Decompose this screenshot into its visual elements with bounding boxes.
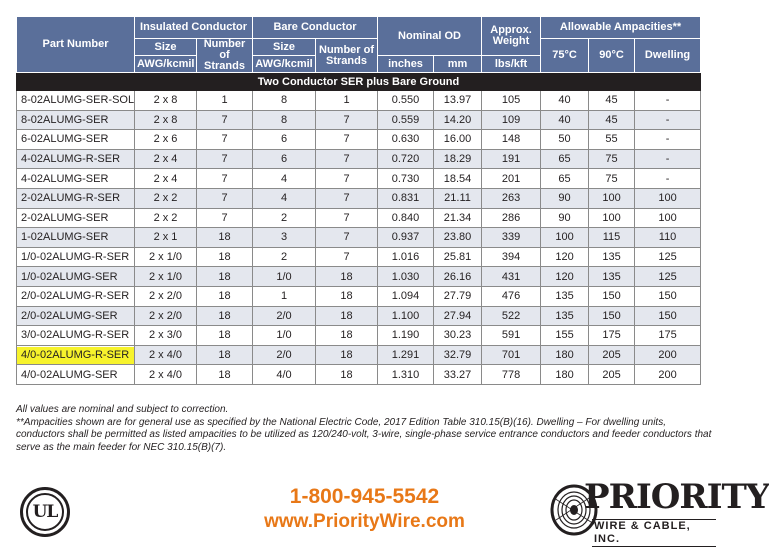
cell-weight: 109	[482, 110, 541, 130]
col-dwelling: Dwelling	[635, 39, 701, 73]
table-row	[17, 91, 701, 111]
table-row	[17, 130, 701, 150]
cell-od-mm: 25.81	[434, 247, 482, 267]
phone-number[interactable]: 1-800-945-5542	[289, 485, 440, 508]
cell-od-inches: 1.291	[378, 345, 434, 365]
cell-bare-strands: 7	[316, 228, 378, 248]
cell-amp-75c: 155	[541, 326, 589, 346]
cell-bare-size: 2	[253, 208, 316, 228]
cell-bare-strands: 18	[316, 365, 378, 385]
col-part-number: Part Number	[17, 17, 135, 73]
cell-amp-75c: 40	[541, 91, 589, 111]
cell-ins-size: 2 x 2/0	[135, 286, 197, 306]
footnotes	[16, 404, 716, 454]
col-nominal-od: Nominal OD	[378, 17, 482, 56]
cell-ins-strands: 7	[197, 169, 253, 189]
cell-amp-90c: 75	[589, 169, 635, 189]
cell-amp-90c: 150	[589, 306, 635, 326]
cell-ins-size: 2 x 4/0	[135, 345, 197, 365]
cell-od-inches: 0.630	[378, 130, 434, 150]
cell-amp-dwelling: 125	[635, 247, 701, 267]
cell-od-inches: 0.937	[378, 228, 434, 248]
col-ins-strands: Number of Strands	[197, 39, 253, 73]
col-insulated-conductor: Insulated Conductor	[135, 17, 253, 39]
cell-amp-dwelling: 150	[635, 306, 701, 326]
cell-od-inches: 1.190	[378, 326, 434, 346]
cell-amp-dwelling: 150	[635, 286, 701, 306]
cell-od-mm: 23.80	[434, 228, 482, 248]
cell-ins-strands: 1	[197, 91, 253, 111]
table-row	[17, 149, 701, 169]
cell-amp-75c: 65	[541, 169, 589, 189]
cell-ins-strands: 18	[197, 247, 253, 267]
cell-part-number: 4-02ALUMG-SER	[17, 169, 135, 189]
cell-od-inches: 1.100	[378, 306, 434, 326]
cell-od-inches: 1.094	[378, 286, 434, 306]
cell-bare-strands: 18	[316, 326, 378, 346]
cell-bare-size: 8	[253, 91, 316, 111]
brand-logo	[546, 476, 769, 546]
cell-ins-size: 2 x 8	[135, 91, 197, 111]
col-bare-conductor: Bare Conductor	[253, 17, 378, 39]
cell-bare-size: 6	[253, 149, 316, 169]
cell-ins-strands: 7	[197, 110, 253, 130]
table-row	[17, 326, 701, 346]
cell-amp-90c: 55	[589, 130, 635, 150]
cell-bare-strands: 18	[316, 267, 378, 287]
cell-part-number: 8-02ALUMG-SER-SOL	[17, 91, 135, 111]
unit-inches: inches	[378, 56, 434, 73]
cell-bare-strands: 7	[316, 149, 378, 169]
cell-part-number: 4-02ALUMG-R-SER	[17, 149, 135, 169]
cell-bare-size: 1	[253, 286, 316, 306]
cell-bare-strands: 7	[316, 188, 378, 208]
cell-od-mm: 16.00	[434, 130, 482, 150]
cell-ins-size: 2 x 4	[135, 169, 197, 189]
cell-weight: 191	[482, 149, 541, 169]
cell-bare-strands: 7	[316, 130, 378, 150]
cell-amp-90c: 115	[589, 228, 635, 248]
cell-amp-75c: 180	[541, 365, 589, 385]
cell-bare-strands: 7	[316, 110, 378, 130]
table-row	[17, 365, 701, 385]
ul-listed-icon	[20, 487, 70, 537]
section-title: Two Conductor SER plus Bare Ground	[17, 73, 701, 91]
cell-amp-90c: 205	[589, 345, 635, 365]
cell-amp-90c: 175	[589, 326, 635, 346]
cell-part-number: 4/0-02ALUMG-R-SER	[17, 345, 135, 365]
cell-od-inches: 0.831	[378, 188, 434, 208]
cell-bare-strands: 1	[316, 91, 378, 111]
brand-subtitle: WIRE & CABLE, INC.	[592, 519, 716, 547]
cell-part-number: 1/0-02ALUMG-SER	[17, 267, 135, 287]
col-bare-size: Size	[253, 39, 316, 56]
cell-od-mm: 27.79	[434, 286, 482, 306]
table-row	[17, 247, 701, 267]
cell-ins-size: 2 x 1/0	[135, 267, 197, 287]
cell-amp-dwelling: 100	[635, 188, 701, 208]
website-link[interactable]: www.PriorityWire.com	[264, 511, 465, 532]
cell-amp-90c: 150	[589, 286, 635, 306]
footnote-ampacities: **Ampacities shown are for general use as specified by the National Electric Code, 2017 Edition Table 310.15(B)(16). Dwelling – For dwelling units, conductors shall be permitted as listed ampacities to be utilized as 120/240-volt, 3-wire, single-phase service entrance conductors and feeder conductors that serve as the main feeder for NEC 310.15(B)(7).	[16, 416, 712, 453]
col-bare-strands: Number of Strands	[316, 39, 378, 73]
cell-weight: 701	[482, 345, 541, 365]
cell-weight: 148	[482, 130, 541, 150]
cell-od-inches: 1.310	[378, 365, 434, 385]
cell-bare-strands: 18	[316, 286, 378, 306]
spec-table	[16, 16, 701, 385]
cell-amp-dwelling: -	[635, 91, 701, 111]
cell-ins-strands: 7	[197, 149, 253, 169]
cell-amp-dwelling: 125	[635, 267, 701, 287]
col-ins-size: Size	[135, 39, 197, 56]
cell-amp-90c: 135	[589, 247, 635, 267]
cell-od-inches: 1.016	[378, 247, 434, 267]
cell-weight: 201	[482, 169, 541, 189]
cell-bare-strands: 18	[316, 345, 378, 365]
table-row	[17, 345, 701, 365]
cell-weight: 263	[482, 188, 541, 208]
cell-amp-75c: 135	[541, 286, 589, 306]
cell-weight: 105	[482, 91, 541, 111]
cell-part-number: 2/0-02ALUMG-SER	[17, 306, 135, 326]
cell-part-number: 2-02ALUMG-SER	[17, 208, 135, 228]
cell-amp-dwelling: 200	[635, 365, 701, 385]
cell-amp-dwelling: 100	[635, 208, 701, 228]
cell-od-mm: 33.27	[434, 365, 482, 385]
table-row	[17, 228, 701, 248]
cell-bare-strands: 7	[316, 208, 378, 228]
table-row	[17, 110, 701, 130]
cell-ins-size: 2 x 3/0	[135, 326, 197, 346]
cell-amp-dwelling: -	[635, 149, 701, 169]
cell-ins-strands: 7	[197, 188, 253, 208]
cell-amp-75c: 120	[541, 247, 589, 267]
cell-amp-75c: 90	[541, 188, 589, 208]
cell-amp-dwelling: -	[635, 130, 701, 150]
cell-weight: 591	[482, 326, 541, 346]
cell-ins-size: 2 x 4/0	[135, 365, 197, 385]
cell-amp-75c: 100	[541, 228, 589, 248]
contact-block	[232, 485, 497, 535]
cell-part-number: 4/0-02ALUMG-SER	[17, 365, 135, 385]
cell-part-number: 6-02ALUMG-SER	[17, 130, 135, 150]
cell-weight: 522	[482, 306, 541, 326]
cell-weight: 286	[482, 208, 541, 228]
cell-amp-dwelling: -	[635, 169, 701, 189]
cell-weight: 476	[482, 286, 541, 306]
cell-ins-size: 2 x 6	[135, 130, 197, 150]
cell-amp-dwelling: 110	[635, 228, 701, 248]
cell-weight: 339	[482, 228, 541, 248]
ul-mark: UL	[26, 493, 64, 531]
cell-part-number: 1-02ALUMG-SER	[17, 228, 135, 248]
brand-name: PRIORITY	[584, 477, 769, 517]
cell-od-mm: 32.79	[434, 345, 482, 365]
col-90c: 90°C	[589, 39, 635, 73]
unit-mm: mm	[434, 56, 482, 73]
cell-bare-size: 4/0	[253, 365, 316, 385]
cell-amp-dwelling: 200	[635, 345, 701, 365]
cell-ins-strands: 18	[197, 286, 253, 306]
cell-ins-size: 2 x 8	[135, 110, 197, 130]
cell-amp-75c: 180	[541, 345, 589, 365]
cell-ins-strands: 18	[197, 345, 253, 365]
table-row	[17, 188, 701, 208]
cell-weight: 431	[482, 267, 541, 287]
cell-od-inches: 0.720	[378, 149, 434, 169]
cell-od-inches: 1.030	[378, 267, 434, 287]
cell-amp-dwelling: -	[635, 110, 701, 130]
cell-amp-90c: 45	[589, 110, 635, 130]
table-row	[17, 267, 701, 287]
footnote-nominal: All values are nominal and subject to correction.	[16, 404, 229, 415]
cell-ins-strands: 18	[197, 267, 253, 287]
cell-amp-75c: 90	[541, 208, 589, 228]
cell-bare-size: 3	[253, 228, 316, 248]
cell-amp-75c: 40	[541, 110, 589, 130]
cell-od-inches: 0.550	[378, 91, 434, 111]
cell-weight: 394	[482, 247, 541, 267]
cell-ins-strands: 7	[197, 130, 253, 150]
cell-part-number: 3/0-02ALUMG-R-SER	[17, 326, 135, 346]
unit-awg-ins: AWG/kcmil	[135, 56, 197, 73]
cell-amp-90c: 135	[589, 267, 635, 287]
cell-bare-size: 8	[253, 110, 316, 130]
cell-bare-size: 1/0	[253, 326, 316, 346]
cell-ins-strands: 18	[197, 365, 253, 385]
cell-ins-strands: 18	[197, 306, 253, 326]
cell-amp-90c: 75	[589, 149, 635, 169]
cell-amp-dwelling: 175	[635, 326, 701, 346]
unit-lbs-kft: lbs/kft	[482, 56, 541, 73]
cell-amp-90c: 100	[589, 188, 635, 208]
cell-bare-strands: 18	[316, 306, 378, 326]
cell-amp-90c: 100	[589, 208, 635, 228]
cell-od-mm: 21.34	[434, 208, 482, 228]
cell-part-number: 8-02ALUMG-SER	[17, 110, 135, 130]
cell-ins-size: 2 x 1	[135, 228, 197, 248]
cell-weight: 778	[482, 365, 541, 385]
cell-amp-75c: 65	[541, 149, 589, 169]
table-body	[17, 91, 701, 385]
cell-od-inches: 0.840	[378, 208, 434, 228]
cell-amp-75c: 120	[541, 267, 589, 287]
cell-bare-size: 6	[253, 130, 316, 150]
cell-bare-size: 4	[253, 169, 316, 189]
cell-ins-size: 2 x 2/0	[135, 306, 197, 326]
cell-od-inches: 0.730	[378, 169, 434, 189]
cell-ins-size: 2 x 2	[135, 188, 197, 208]
table-row	[17, 208, 701, 228]
cell-od-mm: 13.97	[434, 91, 482, 111]
cell-ins-size: 2 x 2	[135, 208, 197, 228]
cell-od-mm: 18.54	[434, 169, 482, 189]
cell-ins-size: 2 x 4	[135, 149, 197, 169]
cell-od-mm: 14.20	[434, 110, 482, 130]
col-approx-weight: Approx. Weight	[482, 17, 541, 56]
cell-od-mm: 18.29	[434, 149, 482, 169]
col-75c: 75°C	[541, 39, 589, 73]
col-allowable-ampacities: Allowable Ampacities**	[541, 17, 701, 39]
cell-bare-strands: 7	[316, 169, 378, 189]
cell-amp-90c: 205	[589, 365, 635, 385]
cell-od-mm: 26.16	[434, 267, 482, 287]
cell-amp-90c: 45	[589, 91, 635, 111]
table-row	[17, 286, 701, 306]
table-row	[17, 169, 701, 189]
cell-ins-strands: 7	[197, 208, 253, 228]
cell-ins-size: 2 x 1/0	[135, 247, 197, 267]
cell-ins-strands: 18	[197, 228, 253, 248]
cell-bare-strands: 7	[316, 247, 378, 267]
cell-bare-size: 2/0	[253, 345, 316, 365]
cell-od-mm: 27.94	[434, 306, 482, 326]
cell-part-number: 2-02ALUMG-R-SER	[17, 188, 135, 208]
cell-bare-size: 2/0	[253, 306, 316, 326]
cell-bare-size: 4	[253, 188, 316, 208]
cell-part-number: 1/0-02ALUMG-R-SER	[17, 247, 135, 267]
cell-od-mm: 30.23	[434, 326, 482, 346]
cell-amp-75c: 135	[541, 306, 589, 326]
cell-bare-size: 2	[253, 247, 316, 267]
table-row	[17, 306, 701, 326]
cell-ins-strands: 18	[197, 326, 253, 346]
cell-bare-size: 1/0	[253, 267, 316, 287]
cell-od-inches: 0.559	[378, 110, 434, 130]
cell-od-mm: 21.11	[434, 188, 482, 208]
unit-awg-bare: AWG/kcmil	[253, 56, 316, 73]
cell-amp-75c: 50	[541, 130, 589, 150]
cell-part-number: 2/0-02ALUMG-R-SER	[17, 286, 135, 306]
